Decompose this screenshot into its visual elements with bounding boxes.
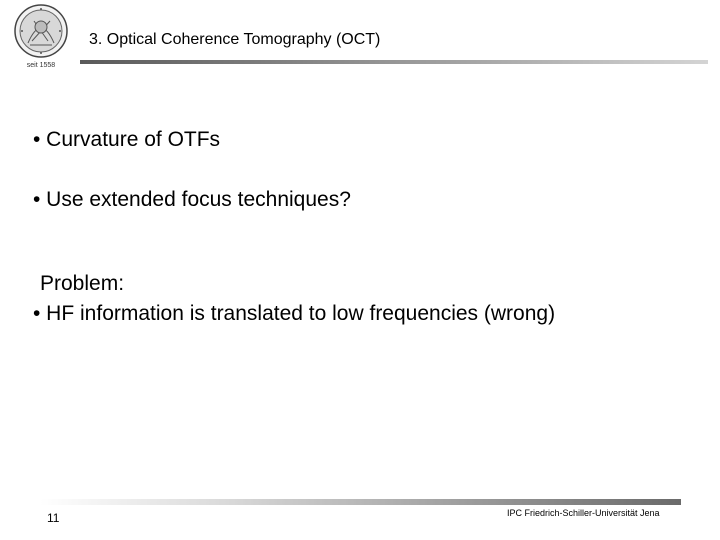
slide-title: 3. Optical Coherence Tomography (OCT) <box>89 31 381 48</box>
header-divider <box>80 60 708 64</box>
footer-institution: IPC Friedrich-Schiller-Universität Jena <box>507 508 660 518</box>
bullet-problem: • HF information is translated to low frequencies (wrong) <box>33 302 556 325</box>
footer-divider <box>40 499 681 505</box>
logo-caption: seit 1558 <box>26 62 56 69</box>
problem-heading: Problem: <box>40 272 125 295</box>
bullet-extended-focus: • Use extended focus techniques? <box>33 188 351 211</box>
bullet-curvature: • Curvature of OTFs <box>33 128 221 151</box>
university-seal-logo <box>12 3 70 71</box>
page-number: 11 <box>47 511 60 525</box>
